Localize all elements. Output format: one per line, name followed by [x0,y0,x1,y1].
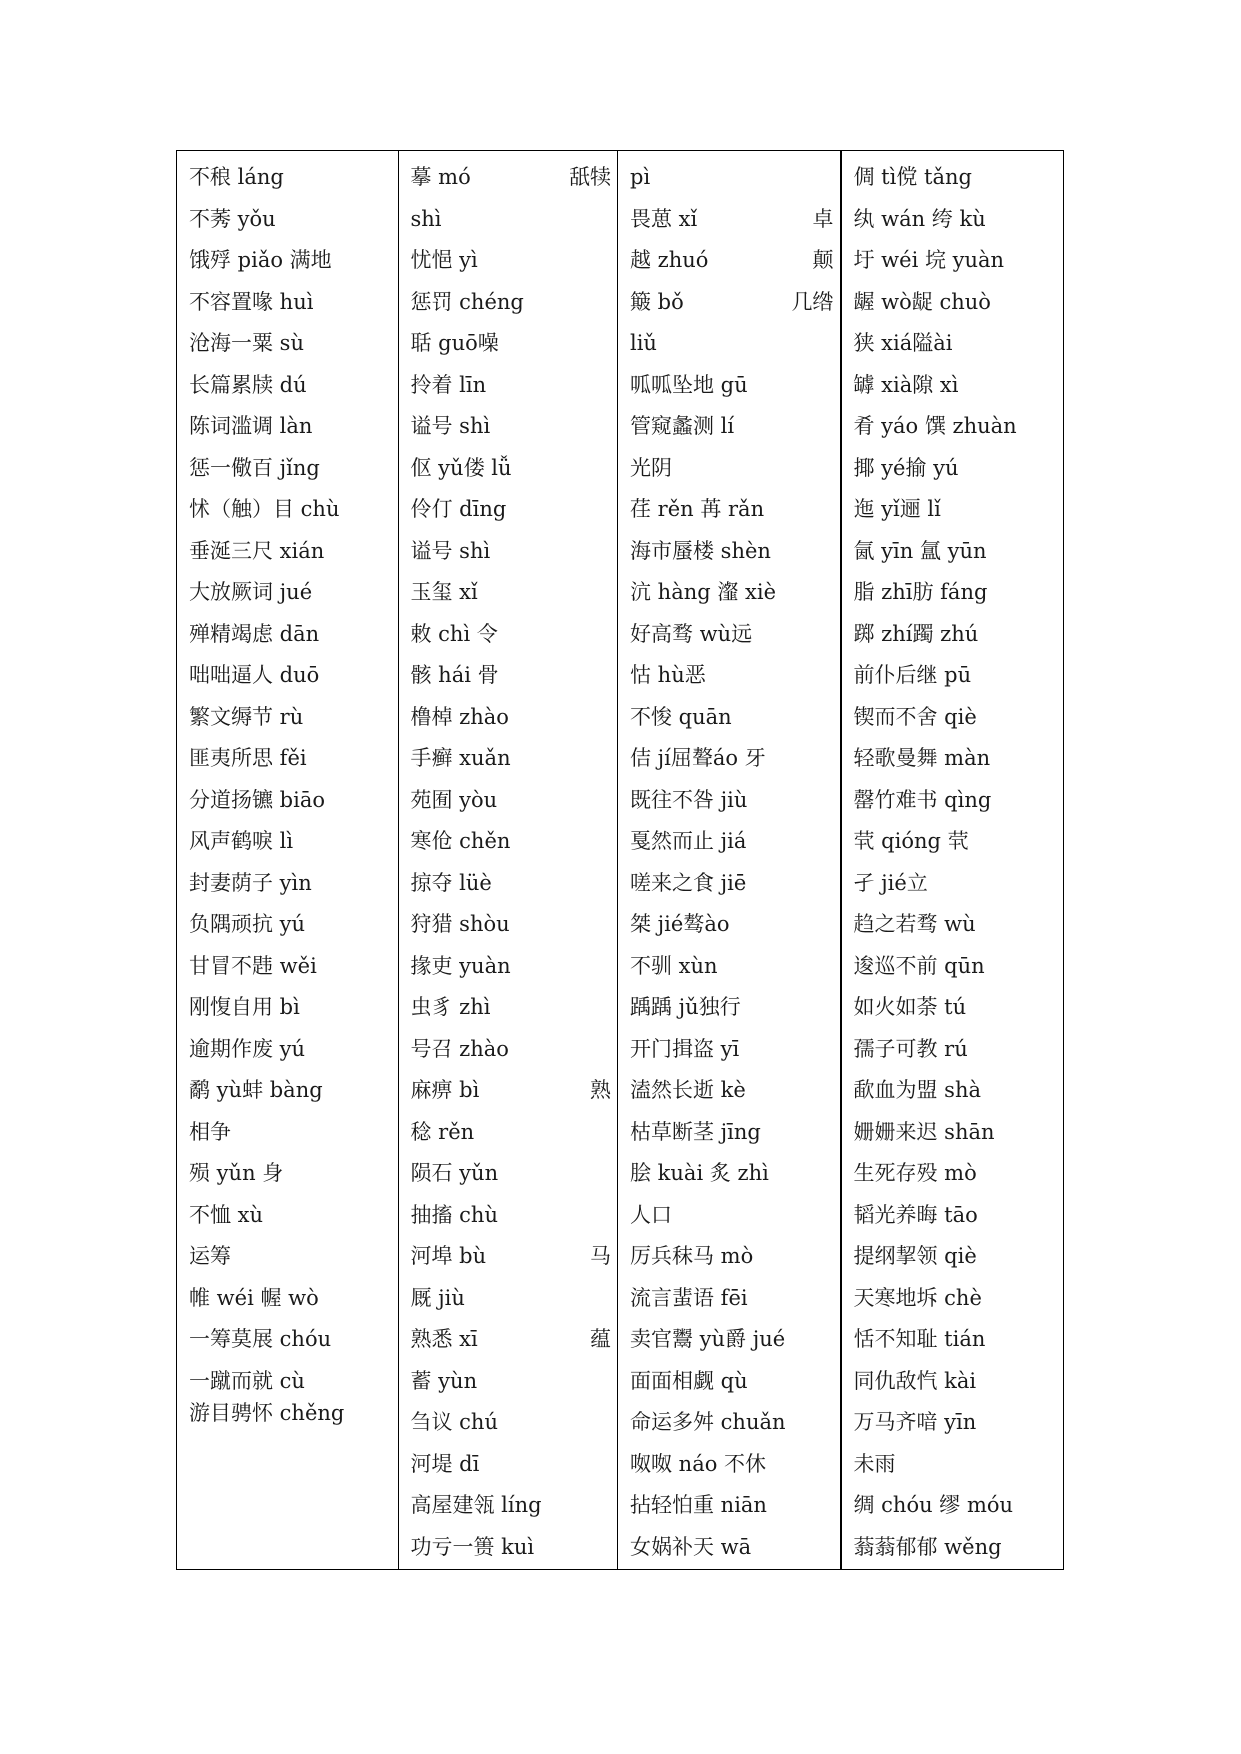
table-row [411,1449,612,1491]
table-row [854,868,1058,910]
term-text: 溘然长逝 kè [630,1078,746,1102]
term-text: 拎着 līn [410,372,487,397]
term-text: 不容置喙 huì [189,289,314,314]
table-row [189,411,392,453]
table-row [854,660,1058,702]
term-text: 匪夷所思 fěi [189,746,307,770]
term-text: 纨 wán 绔 kù [853,206,986,231]
term-text: 河埠 bù [410,1244,487,1268]
term-text: 蓄 yùn [410,1368,478,1393]
term-text: 苑囿 yòu [410,787,498,812]
column-4 [842,151,1064,1569]
term-text: 殚精竭虑 dān [189,621,320,646]
table-row [189,577,392,619]
term-text: 脂 zhī肪 fáng [853,580,988,604]
term-text: 嗟来之食 jiē [630,870,747,895]
term-text: 刚愎自用 bì [189,995,300,1019]
term-text: 不恤 xù [189,1202,264,1227]
table-row [189,1158,392,1200]
term-text: 管窥蠡测 lí [630,414,735,438]
table-row [854,162,1058,204]
term-text: 怵（触）目 chù [189,497,340,521]
term-text: 帷 wéi 幄 wò [189,1285,319,1310]
table-row [411,868,612,910]
term-text: 不悛 quān [630,704,732,729]
term-text: 趋之若骛 wù [853,912,976,936]
table-row [854,826,1058,868]
table-row [630,577,834,619]
table-row [411,909,612,951]
table-row [854,494,1058,536]
term-text: 罅 xià隙 xì [853,372,959,397]
table-row [854,1532,1058,1574]
term-text: 未雨 [853,1451,896,1476]
table-row [189,1398,392,1440]
term-text: 开门揖盗 yī [630,1036,740,1061]
table-row [189,1200,392,1242]
table-row [630,702,834,744]
term-text: 游目骋怀 chěng [189,1400,345,1425]
table-row [630,660,834,702]
term-text: 荏 rěn 苒 rǎn [630,497,765,521]
term-text: 惩一儆百 jǐng [189,455,320,480]
table-row [630,287,834,329]
table-row [411,1283,612,1325]
table-row [854,1200,1058,1242]
table-row [854,702,1058,744]
table-row [411,577,612,619]
term-text: 繁文缛节 rù [189,704,304,729]
term-continuation: 马 [590,1244,611,1268]
term-text: 一筹莫展 chóu [189,1327,332,1351]
term-text: 肴 yáo 馔 zhuàn [853,414,1017,438]
table-row [854,204,1058,246]
term-text: 孑 jié立 [853,870,928,895]
term-text: 前仆后继 pū [853,663,972,687]
term-text: 簸 bǒ [630,289,684,314]
term-text: 脍 kuài 炙 zhì [630,1161,769,1185]
term-text: 生死存殁 mò [853,1161,977,1185]
table-row [630,328,834,370]
table-row [630,1283,834,1325]
term-text: 一蹴而就 cù [189,1368,305,1393]
term-text: 佶 jí屈聱áo 牙 [630,746,766,770]
table-row [630,453,834,495]
table-row [189,1366,392,1398]
table-row [189,1241,392,1283]
table-row [189,743,392,785]
term-text: liǔ [630,331,657,355]
term-text: 相争 [189,1119,231,1144]
term-text: 迤 yǐ逦 lǐ [853,497,941,521]
term-text: 厩 jiù [410,1285,465,1310]
term-text: 垂涎三尺 xián [189,538,325,563]
table-row [411,826,612,868]
table-row [411,453,612,495]
table-row [854,328,1058,370]
term-text: 运筹 [189,1244,231,1268]
term-text: 命运多舛 chuǎn [630,1410,786,1434]
table-row [630,951,834,993]
term-text: 手癣 xuǎn [410,746,511,770]
table-row [189,785,392,827]
term-text: 万马齐喑 yīn [853,1410,977,1434]
table-row [854,619,1058,661]
term-text: 踽踽 jǔ独行 [630,995,741,1019]
table-row [189,204,392,246]
table-row [630,1532,834,1574]
term-text: 虫豸 zhì [410,995,491,1019]
term-text: 逡巡不前 qūn [853,953,985,978]
vocabulary-table [176,150,1064,1570]
term-text: 戛然而止 jiá [630,829,747,853]
table-row [854,1449,1058,1491]
table-row [189,702,392,744]
term-text: 掠夺 lüè [410,870,492,895]
table-row [411,702,612,744]
term-text: 好高骛 wù远 [630,621,753,646]
term-text: 熟悉 xī [410,1327,478,1351]
table-row [630,411,834,453]
term-text: 号召 zhào [410,1036,509,1061]
table-row [189,826,392,868]
term-text: 沆 hàng 瀣 xiè [630,580,777,604]
term-text: 锲而不舍 qiè [853,704,977,729]
table-row [630,1034,834,1076]
table-row [630,1407,834,1449]
term-text: 呶呶 náo 不休 [630,1451,767,1476]
term-continuation: 颠 [812,248,834,272]
table-row [411,162,612,204]
term-text: 寒伧 chěn [410,829,511,853]
term-text: 罄竹难书 qìng [853,787,992,812]
table-row [630,743,834,785]
term-text: 歃血为盟 shà [853,1078,981,1102]
table-row [411,1117,612,1159]
term-text: 狭 xiá隘ài [853,331,953,355]
term-text: 孺子可教 rú [853,1036,968,1061]
table-row [189,328,392,370]
table-row [630,245,834,287]
table-row [630,619,834,661]
table-row [189,1324,392,1366]
table-row [411,1075,612,1117]
term-text: 揶 yé揄 yú [853,455,959,480]
table-row [189,619,392,661]
term-text: 谥号 shì [410,414,491,438]
term-text: 厉兵秣马 mò [630,1244,754,1268]
term-text: 稔 rěn [410,1119,475,1144]
table-row [630,370,834,412]
table-row [854,453,1058,495]
table-row [854,951,1058,993]
table-row [854,577,1058,619]
table-row [854,287,1058,329]
term-text: 陨石 yǔn [410,1161,499,1185]
table-row [411,245,612,287]
term-text: 绸 chóu 缪 móu [853,1493,1014,1517]
table-row [411,992,612,1034]
term-text: 刍议 chú [410,1410,498,1434]
term-text: 麻痹 bì [410,1078,480,1102]
term-text: 韬光养晦 tāo [853,1202,978,1227]
term-continuation: 舐犊 [569,165,611,189]
column-2 [399,151,619,1569]
table-row [411,411,612,453]
table-row [189,660,392,702]
table-row [411,743,612,785]
column-3 [618,151,842,1569]
column-1 [177,151,399,1569]
table-row [411,1532,612,1574]
term-text: 咄咄逼人 duō [189,663,320,687]
term-text: 鹬 yù蚌 bàng [189,1078,323,1102]
term-text: 桀 jié骜ào [630,912,730,936]
term-text: 不驯 xùn [630,953,718,978]
table-row [411,1200,612,1242]
term-text: 倜 tì傥 tǎng [853,165,972,189]
term-text: 高屋建瓴 líng [410,1493,542,1517]
term-text: 恬不知耻 tián [853,1327,986,1351]
term-text: 逾期作废 yú [189,1036,306,1061]
table-row [189,536,392,578]
table-row [630,1490,834,1532]
table-row [630,204,834,246]
table-row [411,951,612,993]
table-row [630,1241,834,1283]
table-row [854,743,1058,785]
table-row [411,494,612,536]
term-text: 畏葸 xǐ [630,206,698,231]
table-row [189,1283,392,1325]
term-text: 分道扬镳 biāo [189,787,325,812]
term-text: 不莠 yǒu [189,206,276,231]
table-row [854,1324,1058,1366]
table-row [630,162,834,204]
table-row [411,536,612,578]
term-text: 狩猎 shòu [410,912,510,936]
term-text: 殒 yǔn 身 [189,1161,284,1185]
term-text: 茕 qióng 茕 [853,829,969,853]
term-text: 负隅顽抗 yú [189,912,306,936]
table-row [411,1366,612,1408]
table-row [854,245,1058,287]
term-text: 怙 hù恶 [630,663,706,687]
table-row [630,992,834,1034]
term-text: 甘冒不韪 wěi [189,953,317,978]
term-text: 卖官鬻 yù爵 jué [630,1327,786,1351]
table-row [189,868,392,910]
table-row [189,951,392,993]
term-text: 同仇敌忾 kài [853,1368,977,1393]
table-row [854,1407,1058,1449]
table-row [411,328,612,370]
term-text: 橹棹 zhào [410,704,509,729]
term-text: 蓊蓊郁郁 wěng [853,1534,1002,1559]
term-text: 谥号 shì [410,538,491,563]
table-row [854,1034,1058,1076]
table-row [630,785,834,827]
table-row [411,1324,612,1366]
term-text: 踯 zhí躅 zhú [853,621,979,646]
table-row [411,1407,612,1449]
term-text: 姗姗来迟 shān [853,1119,995,1144]
table-row [189,162,392,204]
table-row [411,1241,612,1283]
term-text: 功亏一篑 kuì [410,1534,535,1559]
term-text: 抽搐 chù [410,1202,498,1227]
table-row [189,1034,392,1076]
table-row [854,1158,1058,1200]
table-row [411,1158,612,1200]
table-row [411,1490,612,1532]
term-continuation: 熟 [590,1078,611,1102]
table-row [854,411,1058,453]
term-text: 龌 wò龊 chuò [853,289,991,314]
term-text: 提纲挈领 qiè [853,1244,977,1268]
term-text: 枯草断茎 jīng [630,1119,761,1144]
table-row [630,909,834,951]
term-continuation: 几绺 [791,289,834,314]
table-row [630,868,834,910]
table-row [630,826,834,868]
term-text: 拈轻怕重 niān [630,1493,767,1517]
term-text: 轻歌曼舞 màn [853,746,991,770]
term-text: 氤 yīn 氲 yūn [853,538,987,563]
term-continuation: 蕴 [590,1327,611,1351]
table-row [630,1366,834,1408]
term-text: 敕 chì 令 [410,621,498,646]
term-text: 既往不咎 jiù [630,787,748,812]
term-text: 大放厥词 jué [189,580,313,604]
table-row [854,1490,1058,1532]
table-row [411,660,612,702]
table-row [630,494,834,536]
table-row [854,1075,1058,1117]
table-row [854,370,1058,412]
term-text: 骸 hái 骨 [410,663,499,687]
table-row [189,1075,392,1117]
term-text: 河堤 dī [410,1451,480,1476]
term-text: 天寒地坼 chè [853,1285,982,1310]
table-row [854,785,1058,827]
term-text: 越 zhuó [630,248,709,272]
term-text: 玉玺 xǐ [410,580,478,604]
table-row [854,1117,1058,1159]
term-text: 流言蜚语 fēi [630,1285,748,1310]
term-text: pì [630,165,651,189]
term-text: 伶仃 dīng [410,497,507,521]
table-row [854,1283,1058,1325]
term-text: 面面相觑 qù [630,1368,748,1393]
table-row [630,1075,834,1117]
table-row [854,536,1058,578]
table-row [189,909,392,951]
table-row [854,992,1058,1034]
term-text: 封妻荫子 yìn [189,870,312,895]
term-text: 圩 wéi 垸 yuàn [853,248,1005,272]
table-row [189,494,392,536]
term-text: 风声鹤唳 lì [189,829,294,853]
table-row [189,992,392,1034]
term-text: 光阴 [630,455,672,480]
table-row [411,287,612,329]
term-text: 人口 [630,1202,672,1227]
table-row [630,1158,834,1200]
term-text: 呱呱坠地 gū [630,372,748,397]
term-text: 聒 guō噪 [410,331,499,355]
table-row [189,370,392,412]
term-text: 惩罚 chéng [410,289,524,314]
table-row [854,1366,1058,1408]
table-row [189,1117,392,1159]
table-row [630,1200,834,1242]
table-row [411,1034,612,1076]
table-row [854,909,1058,951]
table-row [189,287,392,329]
term-text: 陈词滥调 làn [189,414,313,438]
term-text: 伛 yǔ偻 lǚ [410,455,512,480]
term-continuation: 卓 [812,206,834,231]
table-row [189,453,392,495]
table-row [854,1241,1058,1283]
table-row [630,536,834,578]
term-text: 女娲补天 wā [630,1534,752,1559]
term-text: 海市蜃楼 shèn [630,538,771,563]
term-text: 长篇累牍 dú [189,372,307,397]
table-row [630,1117,834,1159]
term-text: 摹 mó [410,165,471,189]
table-row [411,204,612,246]
table-row [411,370,612,412]
table-row [411,619,612,661]
table-row [630,1449,834,1491]
term-text: shì [410,206,442,231]
table-row [630,1324,834,1366]
table-row [189,245,392,287]
term-text: 饿殍 piǎo 满地 [189,248,332,272]
table-row [411,785,612,827]
term-text: 如火如荼 tú [853,995,967,1019]
term-text: 沧海一粟 sù [189,331,304,355]
term-text: 不稂 láng [189,165,284,189]
term-text: 掾吏 yuàn [410,953,511,978]
term-text: 忧悒 yì [410,248,478,272]
